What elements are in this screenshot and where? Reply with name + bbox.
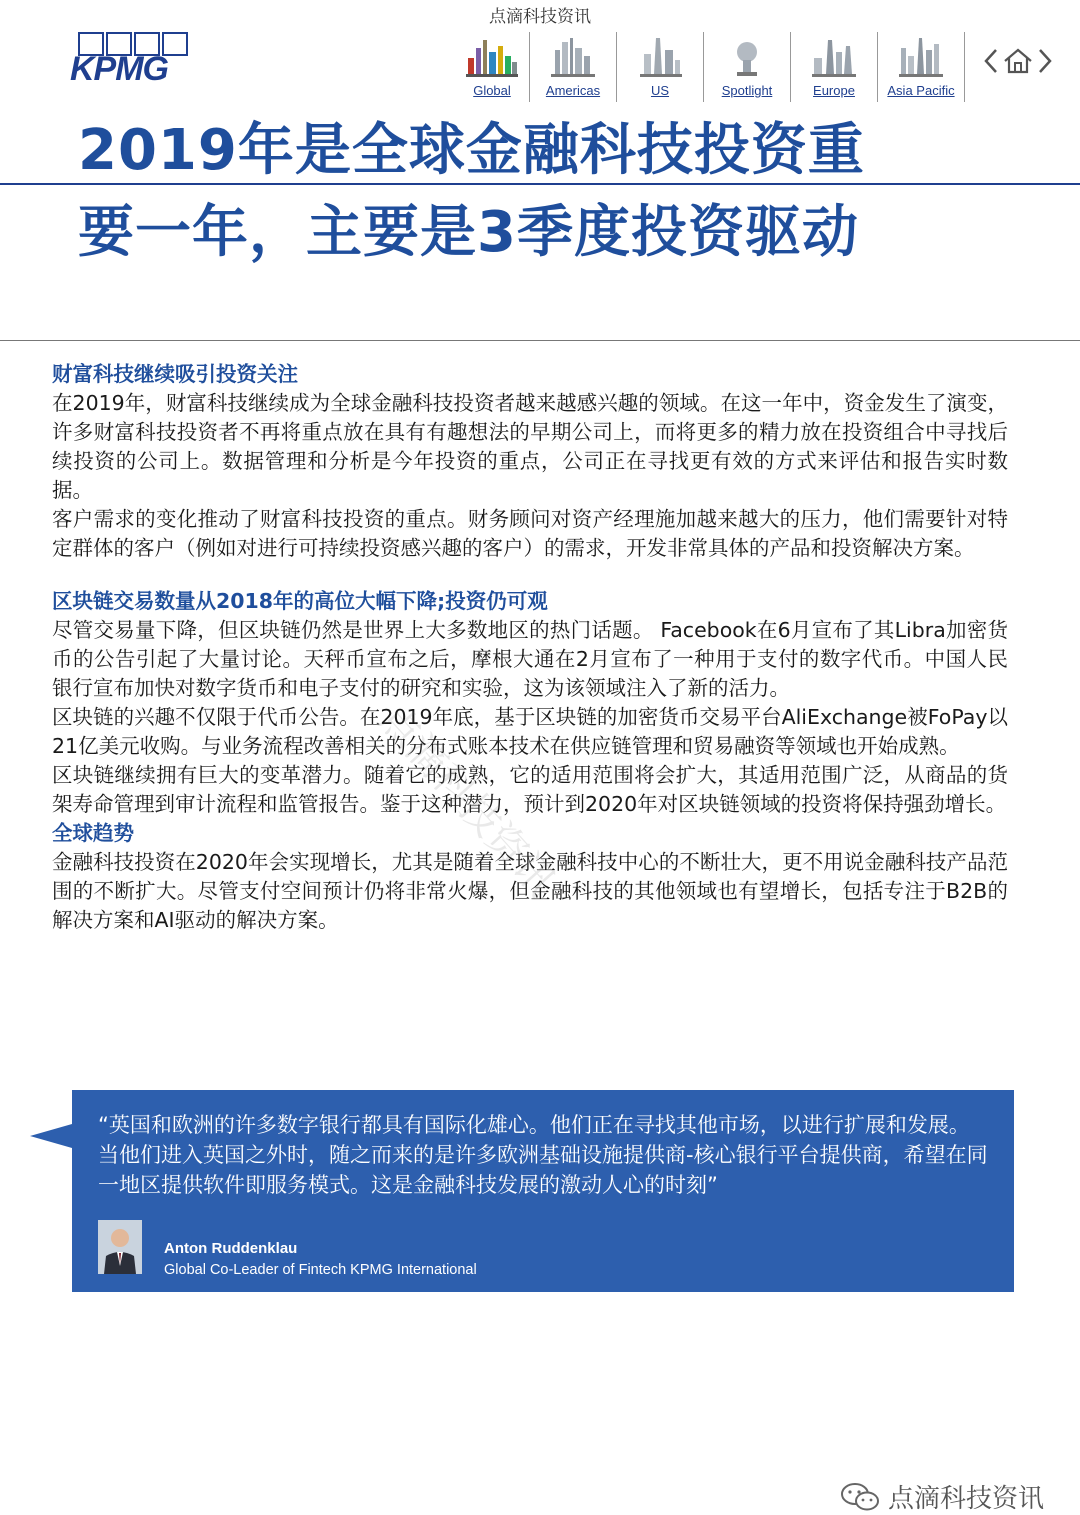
nav-label-spotlight: Spotlight <box>721 83 773 98</box>
section-divider <box>0 340 1080 341</box>
home-icon[interactable] <box>1003 48 1033 74</box>
asia-pacific-skyline-icon <box>893 36 949 78</box>
section-heading-wealthtech: 财富科技继续吸引投资关注 <box>52 362 298 386</box>
nav-label-europe: Europe <box>813 83 855 98</box>
chevron-right-icon[interactable] <box>1037 48 1053 74</box>
paragraph: 区块链继续拥有巨大的变革潜力。随着它的成熟，它的适用范围将会扩大，其适用范围广泛，从商品的货架寿命管理到审计流程和监管报告。鉴于这种潜力，预计到2020年对区块链领域的投资将保持强劲增长。 <box>52 763 1008 816</box>
region-nav <box>455 32 965 102</box>
title-line-2: 要一年，主要是3季度投资驱动 <box>78 200 859 265</box>
bottom-watermark <box>840 1478 1044 1515</box>
nav-label-us: US <box>650 83 670 98</box>
europe-skyline-icon <box>806 36 862 78</box>
nav-item-spotlight[interactable] <box>704 32 791 102</box>
us-skyline-icon <box>632 36 688 78</box>
bottom-watermark-text: 点滴科技资讯 <box>887 1484 1044 1514</box>
nav-item-us[interactable] <box>617 32 704 102</box>
avatar <box>98 1220 142 1274</box>
spotlight-icon <box>719 36 775 78</box>
wechat-icon <box>840 1481 880 1513</box>
person-portrait-icon <box>98 1220 142 1274</box>
quote-text: “英国和欧洲的许多数字银行都具有国际化雄心。他们正在寻找其他市场，以进行扩展和发展。当他们进入英国之外时，随之而来的是许多欧洲基础设施提供商-核心银行平台提供商，希望在同一地区提供软件即服务模式。这是金融科技发展的激动人心的时刻” <box>98 1113 988 1197</box>
logo-text: KPMG <box>70 50 168 88</box>
page-title <box>78 110 1038 274</box>
nav-label-asia-pacific: Asia Pacific <box>887 83 955 98</box>
nav-label-americas: Americas <box>545 83 601 98</box>
diagonal-watermark: 点滴科技资讯 <box>369 696 564 906</box>
nav-item-asia-pacific[interactable] <box>878 32 965 102</box>
global-skyline-icon <box>464 36 520 78</box>
title-line-1: 2019年是全球金融科技投资重 <box>78 118 865 183</box>
paragraph: 尽管交易量下降，但区块链仍然是世界上大多数地区的热门话题。 Facebook在6月宣布了其Libra加密货币的公告引起了大量讨论。天秤币宣布之后，摩根大通在2月宣布了一种用于支付的数字代币。中国人民银行宣布加快对数字货币和电子支付的研究和实验，这为该领域注入了新的活力。 <box>52 618 1008 700</box>
nav-controls <box>983 48 1053 74</box>
americas-skyline-icon <box>545 36 601 78</box>
top-watermark: 点滴科技资讯 <box>489 7 591 27</box>
paragraph: 区块链的兴趣不仅限于代币公告。在2019年底，基于区块链的加密货币交易平台AliExchange被FoPay以21亿美元收购。与业务流程改善相关的分布式账本技术在供应链管理和贸易融资等领域也开始成熟。 <box>52 705 1008 758</box>
paragraph: 客户需求的变化推动了财富科技投资的重点。财务顾问对资产经理施加越来越大的压力，他们需要针对特定群体的客户（例如对进行可持续投资感兴趣的客户）的需求，开发非常具体的产品和投资解决方案。 <box>52 507 1008 560</box>
speaker-name: Anton Ruddenklau <box>164 1240 298 1257</box>
speaker-role: Global Co-Leader of Fintech KPMG International <box>164 1262 477 1278</box>
nav-label-global: Global <box>473 83 511 98</box>
section-heading-blockchain: 区块链交易数量从2018年的高位大幅下降;投资仍可观 <box>52 589 548 613</box>
paragraph: 在2019年，财富科技继续成为全球金融科技投资者越来越感兴趣的领域。在这一年中，资金发生了演变，许多财富科技投资者不再将重点放在具有有趣想法的早期公司上，而将更多的精力放在投资组合中寻找后续投资的公司上。数据管理和分析是今年投资的重点，公司正在寻找更有效的方式来评估和报告实时数据。 <box>52 391 1008 502</box>
paragraph: 金融科技投资在2020年会实现增长，尤其是随着全球金融科技中心的不断壮大，更不用说金融科技产品范围的不断扩大。尽管支付空间预计仍将非常火爆，但金融科技的其他领域也有望增长，包括专注于B2B的解决方案和AI驱动的解决方案。 <box>52 850 1008 932</box>
nav-item-europe[interactable] <box>791 32 878 102</box>
nav-item-americas[interactable] <box>530 32 617 102</box>
quote-callout <box>72 1090 1014 1292</box>
kpmg-logo[interactable] <box>70 30 194 86</box>
title-divider <box>0 183 1080 185</box>
quote-pointer <box>30 1124 72 1148</box>
nav-item-global[interactable] <box>455 32 530 102</box>
section-heading-global-trends: 全球趋势 <box>52 821 134 845</box>
chevron-left-icon[interactable] <box>983 48 999 74</box>
